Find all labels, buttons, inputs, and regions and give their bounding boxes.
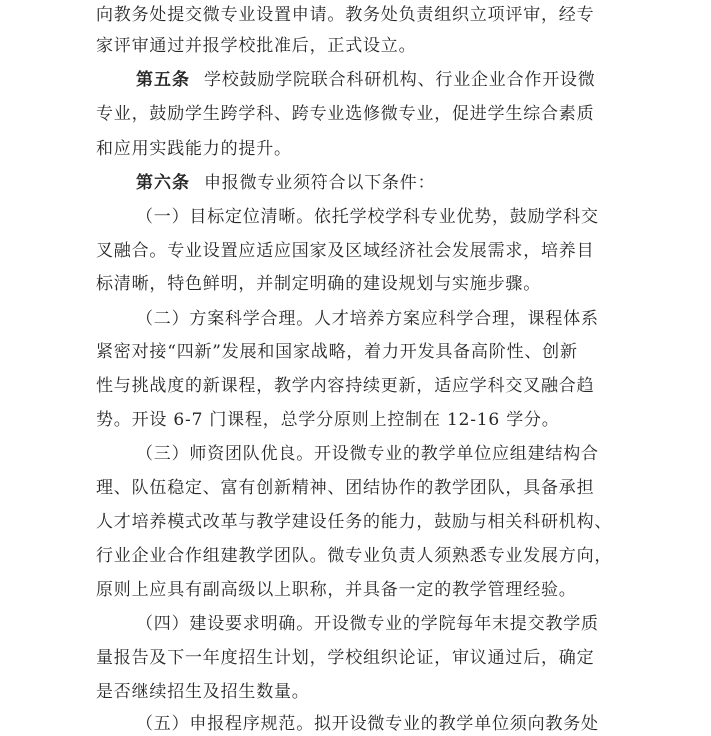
text-line: （四）建设要求明确。开设微专业的学院每年末提交教学质 [136,614,599,634]
text-line: 原则上应具有副高级以上职称，并具备一定的教学管理经验。 [96,580,577,600]
article-5-paragraph-start [136,72,596,89]
text-line: 是否继续招生及招生数量。 [96,682,310,702]
text-line: 叉融合。专业设置应适应国家及区域经济社会发展需求，培养目 [96,241,595,261]
text-line: 学校鼓励学院联合科研机构、行业企业合作开设微 [204,70,596,90]
text-line: 性与挑战度的新课程，教学内容持续更新，适应学科交叉融合趋 [96,376,595,396]
text-line: 紧密对接“四新”发展和国家战略，着力开发具备高阶性、创新 [96,342,578,362]
text-line: 和应用实践能力的提升。 [96,139,292,159]
text-line: 势。开设 6-7 门课程，总学分原则上控制在 12-16 学分。 [96,410,560,430]
text-line: 标清晰，特色鲜明，并制定明确的建设规划与实施步骤。 [96,274,541,294]
article-heading: 第五条 [136,70,190,90]
text-line: （二）方案科学合理。人才培养方案应科学合理，课程体系 [136,309,599,329]
text-line: （三）师资团队优良。开设微专业的教学单位应组建结构合 [136,444,599,464]
text-line: 理、队伍稳定、富有创新精神、团结协作的教学团队，具备承担 [96,478,595,498]
text-line: 量报告及下一年度招生计划，学校组织论证，审议通过后，确定 [96,648,595,668]
text-line: 向教务处提交微专业设置申请。教务处负责组织立项评审，经专 [96,5,595,25]
article-6-paragraph-start [136,175,435,192]
text-line: 行业企业合作组建教学团队。微专业负责人须熟悉专业发展方向， [96,546,613,566]
text-line: 人才培养模式改革与教学建设任务的能力，鼓励与相关科研机构、 [96,512,613,532]
text-line: 家评审通过并报学校批准后，正式设立。 [96,36,417,56]
text-line: 申报微专业须符合以下条件： [204,173,436,193]
text-line: （五）申报程序规范。拟开设微专业的教学单位须向教务处 [136,714,599,734]
text-line: 专业，鼓励学生跨学科、跨专业选修微专业，促进学生综合素质 [96,104,595,124]
text-line: （一）目标定位清晰。依托学校学科专业优势，鼓励学科交 [136,207,599,227]
article-heading: 第六条 [136,173,190,193]
